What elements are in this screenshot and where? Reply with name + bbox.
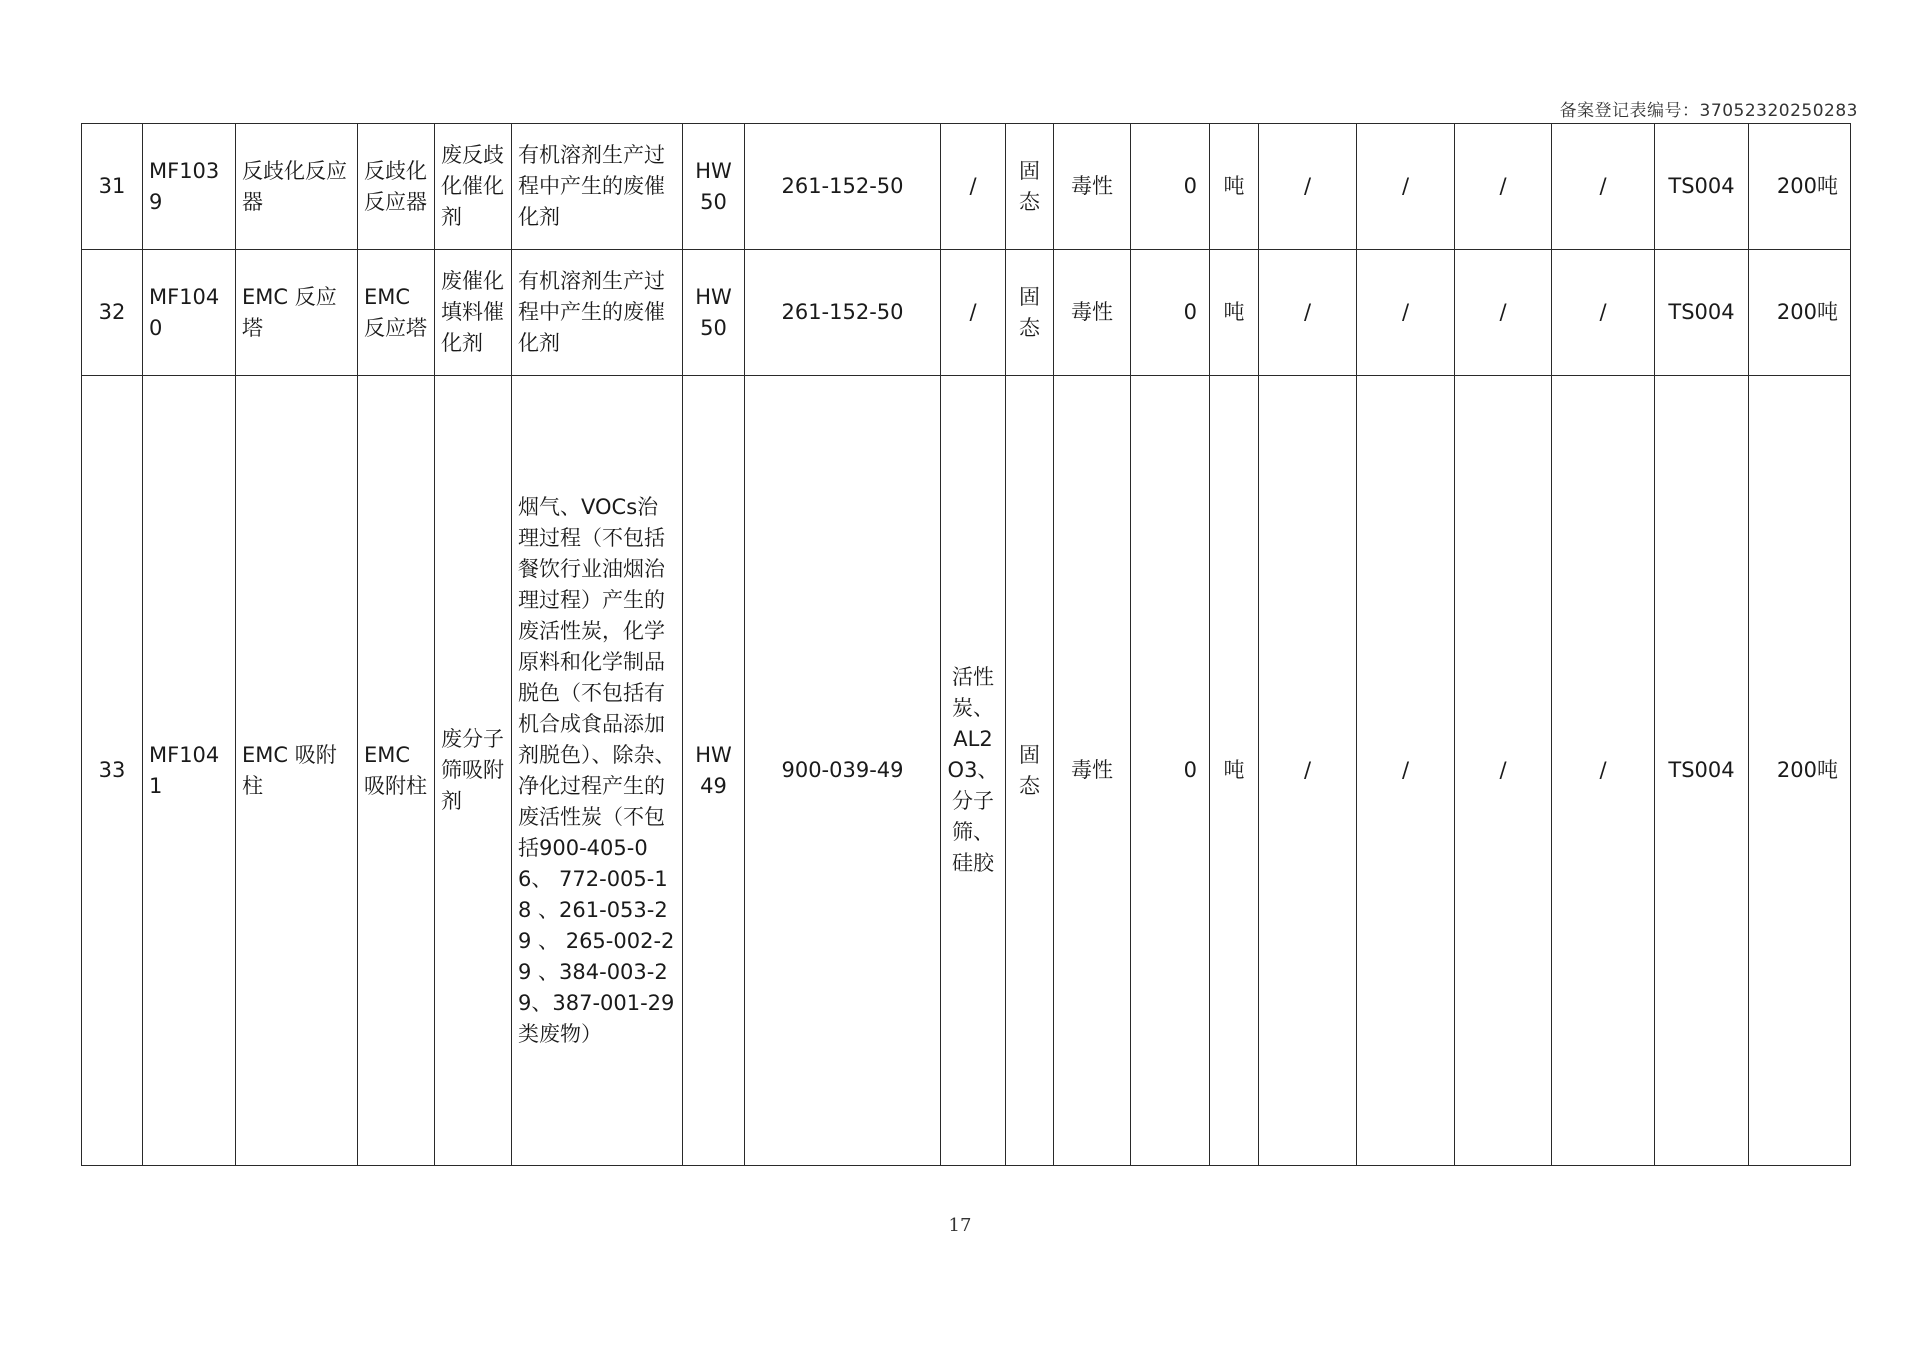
row-field-3: / xyxy=(1455,376,1552,1166)
row-category: HW50 xyxy=(683,124,745,250)
row-facility: EMC 吸附柱 xyxy=(236,376,358,1166)
row-seq: 31 xyxy=(82,124,143,250)
row-amount: 0 xyxy=(1131,124,1210,250)
row-seq: 33 xyxy=(82,376,143,1166)
row-process: 反歧化反应器 xyxy=(358,124,435,250)
row-field-2: / xyxy=(1357,250,1455,376)
row-form: 固态 xyxy=(1006,376,1054,1166)
row-amount: 0 xyxy=(1131,250,1210,376)
row-hazard: 毒性 xyxy=(1054,250,1131,376)
row-process: EMC吸附柱 xyxy=(358,376,435,1166)
row-field-1: / xyxy=(1259,376,1357,1166)
row-component: / xyxy=(941,250,1006,376)
row-ts-code: TS004 xyxy=(1655,376,1749,1166)
row-code: MF1039 xyxy=(143,124,236,250)
row-waste-code: 261-152-50 xyxy=(745,250,941,376)
row-capacity: 200吨 xyxy=(1749,376,1851,1166)
row-form: 固态 xyxy=(1006,250,1054,376)
row-component: 活性炭、AL2O3、分子筛、硅胶 xyxy=(941,376,1006,1166)
row-waste-name: 废分子筛吸附剂 xyxy=(435,376,512,1166)
row-field-2: / xyxy=(1357,124,1455,250)
row-category: HW50 xyxy=(683,250,745,376)
row-hazard: 毒性 xyxy=(1054,376,1131,1166)
row-ts-code: TS004 xyxy=(1655,124,1749,250)
row-unit: 吨 xyxy=(1210,250,1259,376)
hazardous-waste-table xyxy=(81,123,1851,1166)
row-code: MF1041 xyxy=(143,376,236,1166)
row-seq: 32 xyxy=(82,250,143,376)
row-source: 有机溶剂生产过程中产生的废催化剂 xyxy=(512,124,683,250)
row-facility: EMC 反应塔 xyxy=(236,250,358,376)
row-waste-name: 废催化填料催化剂 xyxy=(435,250,512,376)
row-field-3: / xyxy=(1455,250,1552,376)
row-hazard: 毒性 xyxy=(1054,124,1131,250)
row-facility: 反歧化反应器 xyxy=(236,124,358,250)
table-row xyxy=(82,376,1851,1166)
row-capacity: 200吨 xyxy=(1749,124,1851,250)
row-category: HW49 xyxy=(683,376,745,1166)
row-source: 烟气、VOCs治理过程（不包括餐饮行业油烟治理过程）产生的废活性炭，化学原料和化学制品脱色（不包括有机合成食品添加剂脱色）、除杂、净化过程产生的废活性炭（不包括900-405-06、 772-005-18 、261-053-29 、 265-002-29 、384-003-29、387-001-29 类废物） xyxy=(512,376,683,1166)
row-capacity: 200吨 xyxy=(1749,250,1851,376)
row-field-3: / xyxy=(1455,124,1552,250)
table-row xyxy=(82,124,1851,250)
row-field-1: / xyxy=(1259,250,1357,376)
row-ts-code: TS004 xyxy=(1655,250,1749,376)
row-waste-code: 261-152-50 xyxy=(745,124,941,250)
row-field-2: / xyxy=(1357,376,1455,1166)
row-process: EMC反应塔 xyxy=(358,250,435,376)
row-field-4: / xyxy=(1552,376,1655,1166)
row-form: 固态 xyxy=(1006,124,1054,250)
row-field-4: / xyxy=(1552,124,1655,250)
page-number: 17 xyxy=(948,1215,972,1236)
row-field-1: / xyxy=(1259,124,1357,250)
row-field-4: / xyxy=(1552,250,1655,376)
table-row xyxy=(82,250,1851,376)
row-waste-name: 废反歧化催化剂 xyxy=(435,124,512,250)
row-unit: 吨 xyxy=(1210,124,1259,250)
row-component: / xyxy=(941,124,1006,250)
row-amount: 0 xyxy=(1131,376,1210,1166)
row-code: MF1040 xyxy=(143,250,236,376)
row-source: 有机溶剂生产过程中产生的废催化剂 xyxy=(512,250,683,376)
row-waste-code: 900-039-49 xyxy=(745,376,941,1166)
registration-number: 备案登记表编号：37052320250283 xyxy=(1559,101,1858,121)
row-unit: 吨 xyxy=(1210,376,1259,1166)
